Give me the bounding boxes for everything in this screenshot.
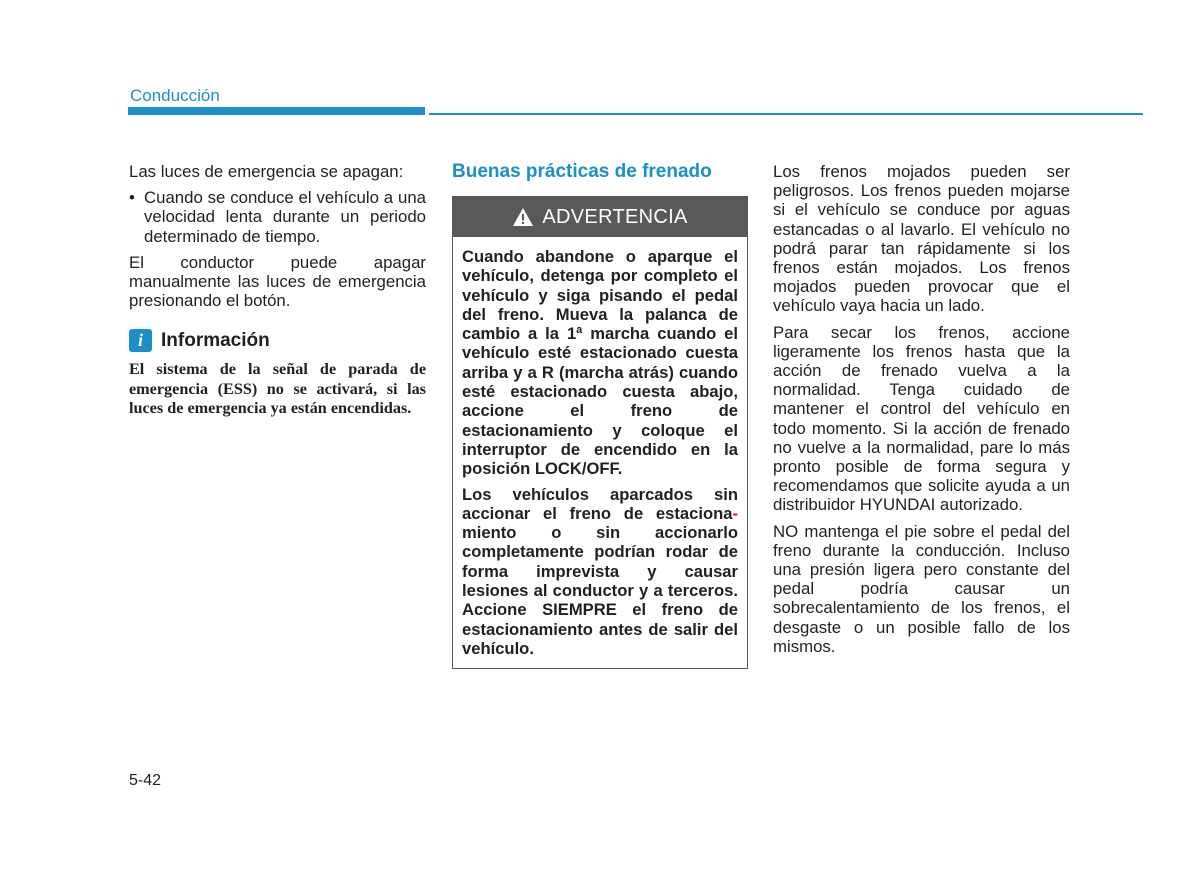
warning-title: ADVERTENCIA	[542, 205, 688, 228]
info-icon: i	[129, 329, 152, 352]
right-column	[773, 162, 1070, 663]
page-number: 5-42	[129, 772, 162, 789]
warning-body	[453, 237, 747, 668]
warning-header	[453, 197, 747, 237]
info-heading	[129, 329, 426, 352]
info-title: Información	[161, 330, 270, 352]
braking-subheading: Buenas prácticas de frenado	[452, 161, 712, 182]
warning-paragraph-1: Cuando abandone o aparque el vehículo, detenga por completo el vehículo y siga pisando el pedal del freno. Mueva la palanca de cambio a la 1ª marcha cuando el vehículo esté estacionado cuesta arriba y a R (marcha atrás) cuando esté estacionado cuesta abajo, accione el freno de estacionamiento y coloque el interruptor de encendido en la posición LOCK/OFF.	[462, 247, 738, 479]
hazard-off-intro: Las luces de emergencia se apagan:	[129, 162, 404, 181]
bullet-text: Cuando se conduce el vehículo a una velocidad lenta durante un periodo determinado de tiempo.	[144, 188, 426, 246]
warning-box	[452, 196, 748, 669]
dry-brakes-paragraph: Para secar los frenos, accione ligeramente los frenos hasta que la acción de frenado vuelva a la normalidad. Tenga cuidado de mantener el control del vehículo en todo momento. Si la acción de frenado no vuelve a la normalidad, pare lo más pronto posible de forma segura y recomendamos que solicite ayuda a un distribuidor HYUNDAI autorizado.	[773, 322, 1070, 515]
wet-brakes-paragraph: Los frenos mojados pueden ser peligrosos. Los frenos pueden mojarse si el vehículo se conduce por aguas estancadas o al lavarlo. El vehículo no podrá parar tan rápidamente si los frenos están mojados. Los frenos mojados pueden provocar que el vehículo vaya hacia un lado.	[773, 162, 1070, 316]
header-bar-thick	[128, 107, 425, 115]
bullet-mark: •	[129, 188, 135, 208]
warning-triangle-icon	[512, 207, 534, 227]
header-bar-thin	[429, 113, 1143, 115]
left-column	[129, 162, 426, 418]
hyphen-mark: -	[732, 503, 738, 523]
section-title: Conducción	[130, 86, 220, 105]
warning-paragraph-2-start: Los vehículos aparcados sin accionar el freno de estaciona	[462, 484, 738, 523]
bullet-item	[129, 188, 426, 246]
middle-column	[452, 160, 748, 669]
info-text: El sistema de la señal de parada de emergencia (ESS) no se activará, si las luces de emergencia ya están encendidas.	[129, 360, 426, 418]
foot-on-pedal-paragraph: NO mantenga el pie sobre el pedal del freno durante la conducción. Incluso una presión ligera pero constante del pedal podría causar un sobrecalentamiento de los frenos, el desgaste o un posible fallo de los mismos.	[773, 521, 1070, 656]
warning-paragraph-2-end: miento o sin accionarlo completamente podrían rodar de forma imprevista y causar lesiones al conductor y a terceros. Accione SIEMPRE el freno de estacionamiento antes de salir del vehículo.	[462, 523, 738, 658]
warning-paragraph-2	[462, 485, 738, 659]
manual-off-paragraph: El conductor puede apagar manualmente las luces de emergencia presionando el botón.	[129, 252, 426, 311]
